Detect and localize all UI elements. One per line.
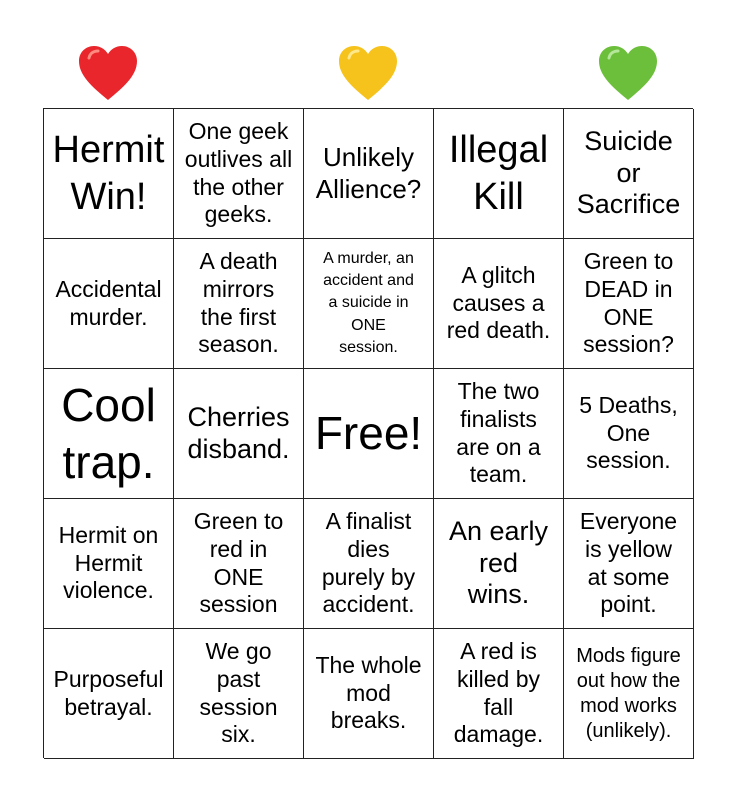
red-heart-icon xyxy=(77,44,139,102)
cell-text: Hermit Win! xyxy=(52,129,165,218)
bingo-cell[interactable] xyxy=(174,369,304,499)
bingo-cell[interactable] xyxy=(564,109,694,239)
bingo-cell[interactable] xyxy=(434,499,564,629)
bingo-cell[interactable] xyxy=(564,499,694,629)
cell-text: Everyone is yellow at some point. xyxy=(579,508,678,618)
bingo-cell[interactable] xyxy=(564,239,694,369)
cell-text: Hermit on Hermit violence. xyxy=(58,522,159,604)
cell-text: A murder, an accident and a suicide in ONE session. xyxy=(323,249,414,357)
cell-text: Purposeful betrayal. xyxy=(53,665,164,720)
bingo-cell[interactable] xyxy=(174,109,304,239)
cell-text: Green to red in ONE session xyxy=(193,508,284,618)
cell-text: The whole mod breaks. xyxy=(315,652,422,734)
cell-text: We go past session six. xyxy=(199,638,278,748)
cell-text: Cherries disband. xyxy=(187,401,290,464)
cell-text: One geek outlives all the other geeks. xyxy=(184,118,293,228)
cell-text: A red is killed by fall damage. xyxy=(453,638,544,748)
cell-text: Unlikely Allience? xyxy=(315,141,422,204)
cell-text: Suicide or Sacrifice xyxy=(576,125,681,220)
bingo-cell[interactable] xyxy=(434,369,564,499)
bingo-cell[interactable] xyxy=(44,239,174,369)
green-heart-icon xyxy=(597,44,659,102)
bingo-cell[interactable] xyxy=(44,109,174,239)
cell-text: A finalist dies purely by accident. xyxy=(321,508,416,618)
bingo-cell[interactable] xyxy=(304,629,434,759)
bingo-cell[interactable] xyxy=(434,109,564,239)
cell-text: The two finalists are on a team. xyxy=(456,378,541,488)
yellow-heart-icon xyxy=(337,44,399,102)
cell-text: Free! xyxy=(314,407,423,460)
cell-text: A glitch causes a red death. xyxy=(446,262,551,344)
bingo-cell[interactable] xyxy=(564,629,694,759)
bingo-cell[interactable] xyxy=(174,499,304,629)
free-space-cell[interactable] xyxy=(304,369,434,499)
bingo-cell[interactable] xyxy=(174,239,304,369)
cell-text: Illegal Kill xyxy=(448,129,549,218)
bingo-cell[interactable] xyxy=(174,629,304,759)
bingo-cell[interactable] xyxy=(304,499,434,629)
bingo-cell[interactable] xyxy=(44,369,174,499)
cell-text: A death mirrors the first season. xyxy=(198,248,279,358)
cell-text: 5 Deaths, One session. xyxy=(579,392,678,474)
cell-text: Cool trap. xyxy=(61,379,156,488)
bingo-cell[interactable] xyxy=(304,109,434,239)
header-hearts xyxy=(0,0,736,108)
cell-text: Mods figure out how the mod works (unlikely). xyxy=(576,644,681,742)
bingo-cell[interactable] xyxy=(564,369,694,499)
cell-text: Green to DEAD in ONE session? xyxy=(583,248,674,358)
cell-text: Accidental murder. xyxy=(55,275,162,330)
bingo-grid xyxy=(43,108,693,758)
bingo-cell[interactable] xyxy=(304,239,434,369)
bingo-cell[interactable] xyxy=(434,239,564,369)
bingo-cell[interactable] xyxy=(44,629,174,759)
bingo-cell[interactable] xyxy=(44,499,174,629)
bingo-cell[interactable] xyxy=(434,629,564,759)
cell-text: An early red wins. xyxy=(448,515,549,610)
